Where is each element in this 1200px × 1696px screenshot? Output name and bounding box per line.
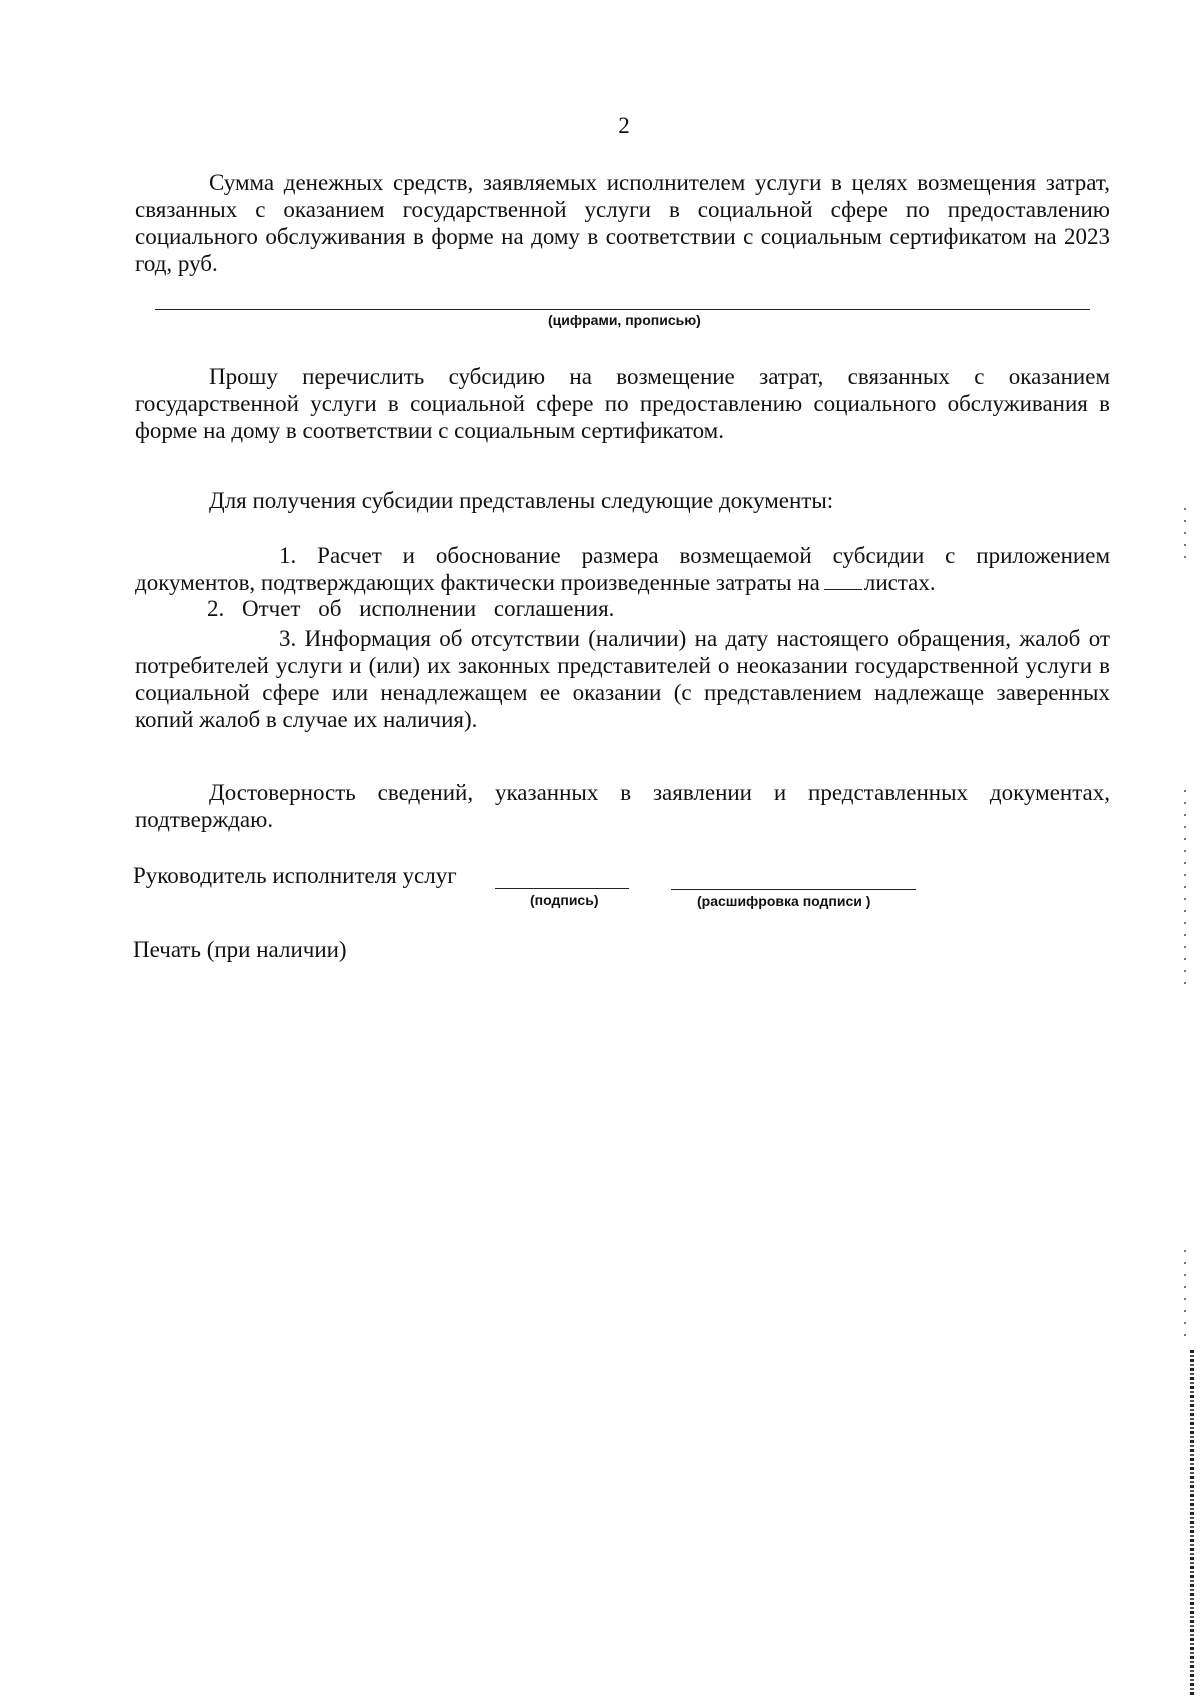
- signature-decode-caption: (расшифровка подписи ): [697, 893, 871, 909]
- sum-paragraph: Сумма денежных средств, заявляемых исполнителем услуги в целях возмещения затрат, связанных с оказанием государственной услуги в социальной сфере по предоставлению социального обслуживания в форме на дому в соответствии с социальным сертификатом на 2023 год, руб.: [135, 170, 1110, 276]
- page-number: 2: [618, 113, 630, 138]
- sheets-count-blank[interactable]: [824, 571, 862, 590]
- list-item-text: Информация об отсутствии (наличии) на дату настоящего обращения, жалоб от потребителей услуги и (или) их законных представителей о неоказании государственной услуги в социальной сфере или ненадлежащем ее оказании (с представлением надлежаще заверенных копий жалоб в случае их наличия).: [135, 626, 1110, 732]
- signature-caption: (подпись): [530, 892, 599, 908]
- sum-input-line[interactable]: [155, 309, 1090, 310]
- scan-artifact: [1184, 508, 1186, 558]
- list-item-text: Расчет и обоснование размера возмещаемой субсидии с приложением документов, подтверждающих фактически произведенные затраты на: [135, 543, 1110, 595]
- signature-line[interactable]: [495, 888, 629, 889]
- request-paragraph: Прошу перечислить субсидию на возмещение затрат, связанных с оказанием государственной услуги в социальной сфере по предоставлению социального обслуживания в форме на дому в соответствии с социальным сертификатом.: [135, 364, 1110, 443]
- list-item: [135, 625, 1110, 733]
- list-item: [207, 595, 1110, 622]
- list-item: [135, 542, 1110, 596]
- scan-artifact: [1184, 790, 1186, 990]
- list-item-text-suffix: листах.: [863, 570, 936, 595]
- signature-decode-line[interactable]: [671, 889, 916, 890]
- documents-intro: Для получения субсидии представлены следующие документы:: [209, 488, 834, 513]
- list-item-text: Отчет об исполнении соглашения.: [242, 596, 615, 621]
- list-item-number: 2.: [207, 596, 225, 621]
- confirm-paragraph: Достоверность сведений, указанных в заявлении и представленных документах, подтверждаю.: [135, 780, 1110, 832]
- signature-label: Руководитель исполнителя услуг: [133, 863, 457, 888]
- scan-edge-artifact: [1190, 1350, 1194, 1696]
- list-item-number: 3.: [279, 626, 297, 651]
- sum-caption: (цифрами, прописью): [548, 312, 701, 328]
- stamp-label: Печать (при наличии): [133, 937, 347, 962]
- scan-artifact: [1184, 1250, 1186, 1340]
- list-item-number: 1.: [279, 543, 297, 568]
